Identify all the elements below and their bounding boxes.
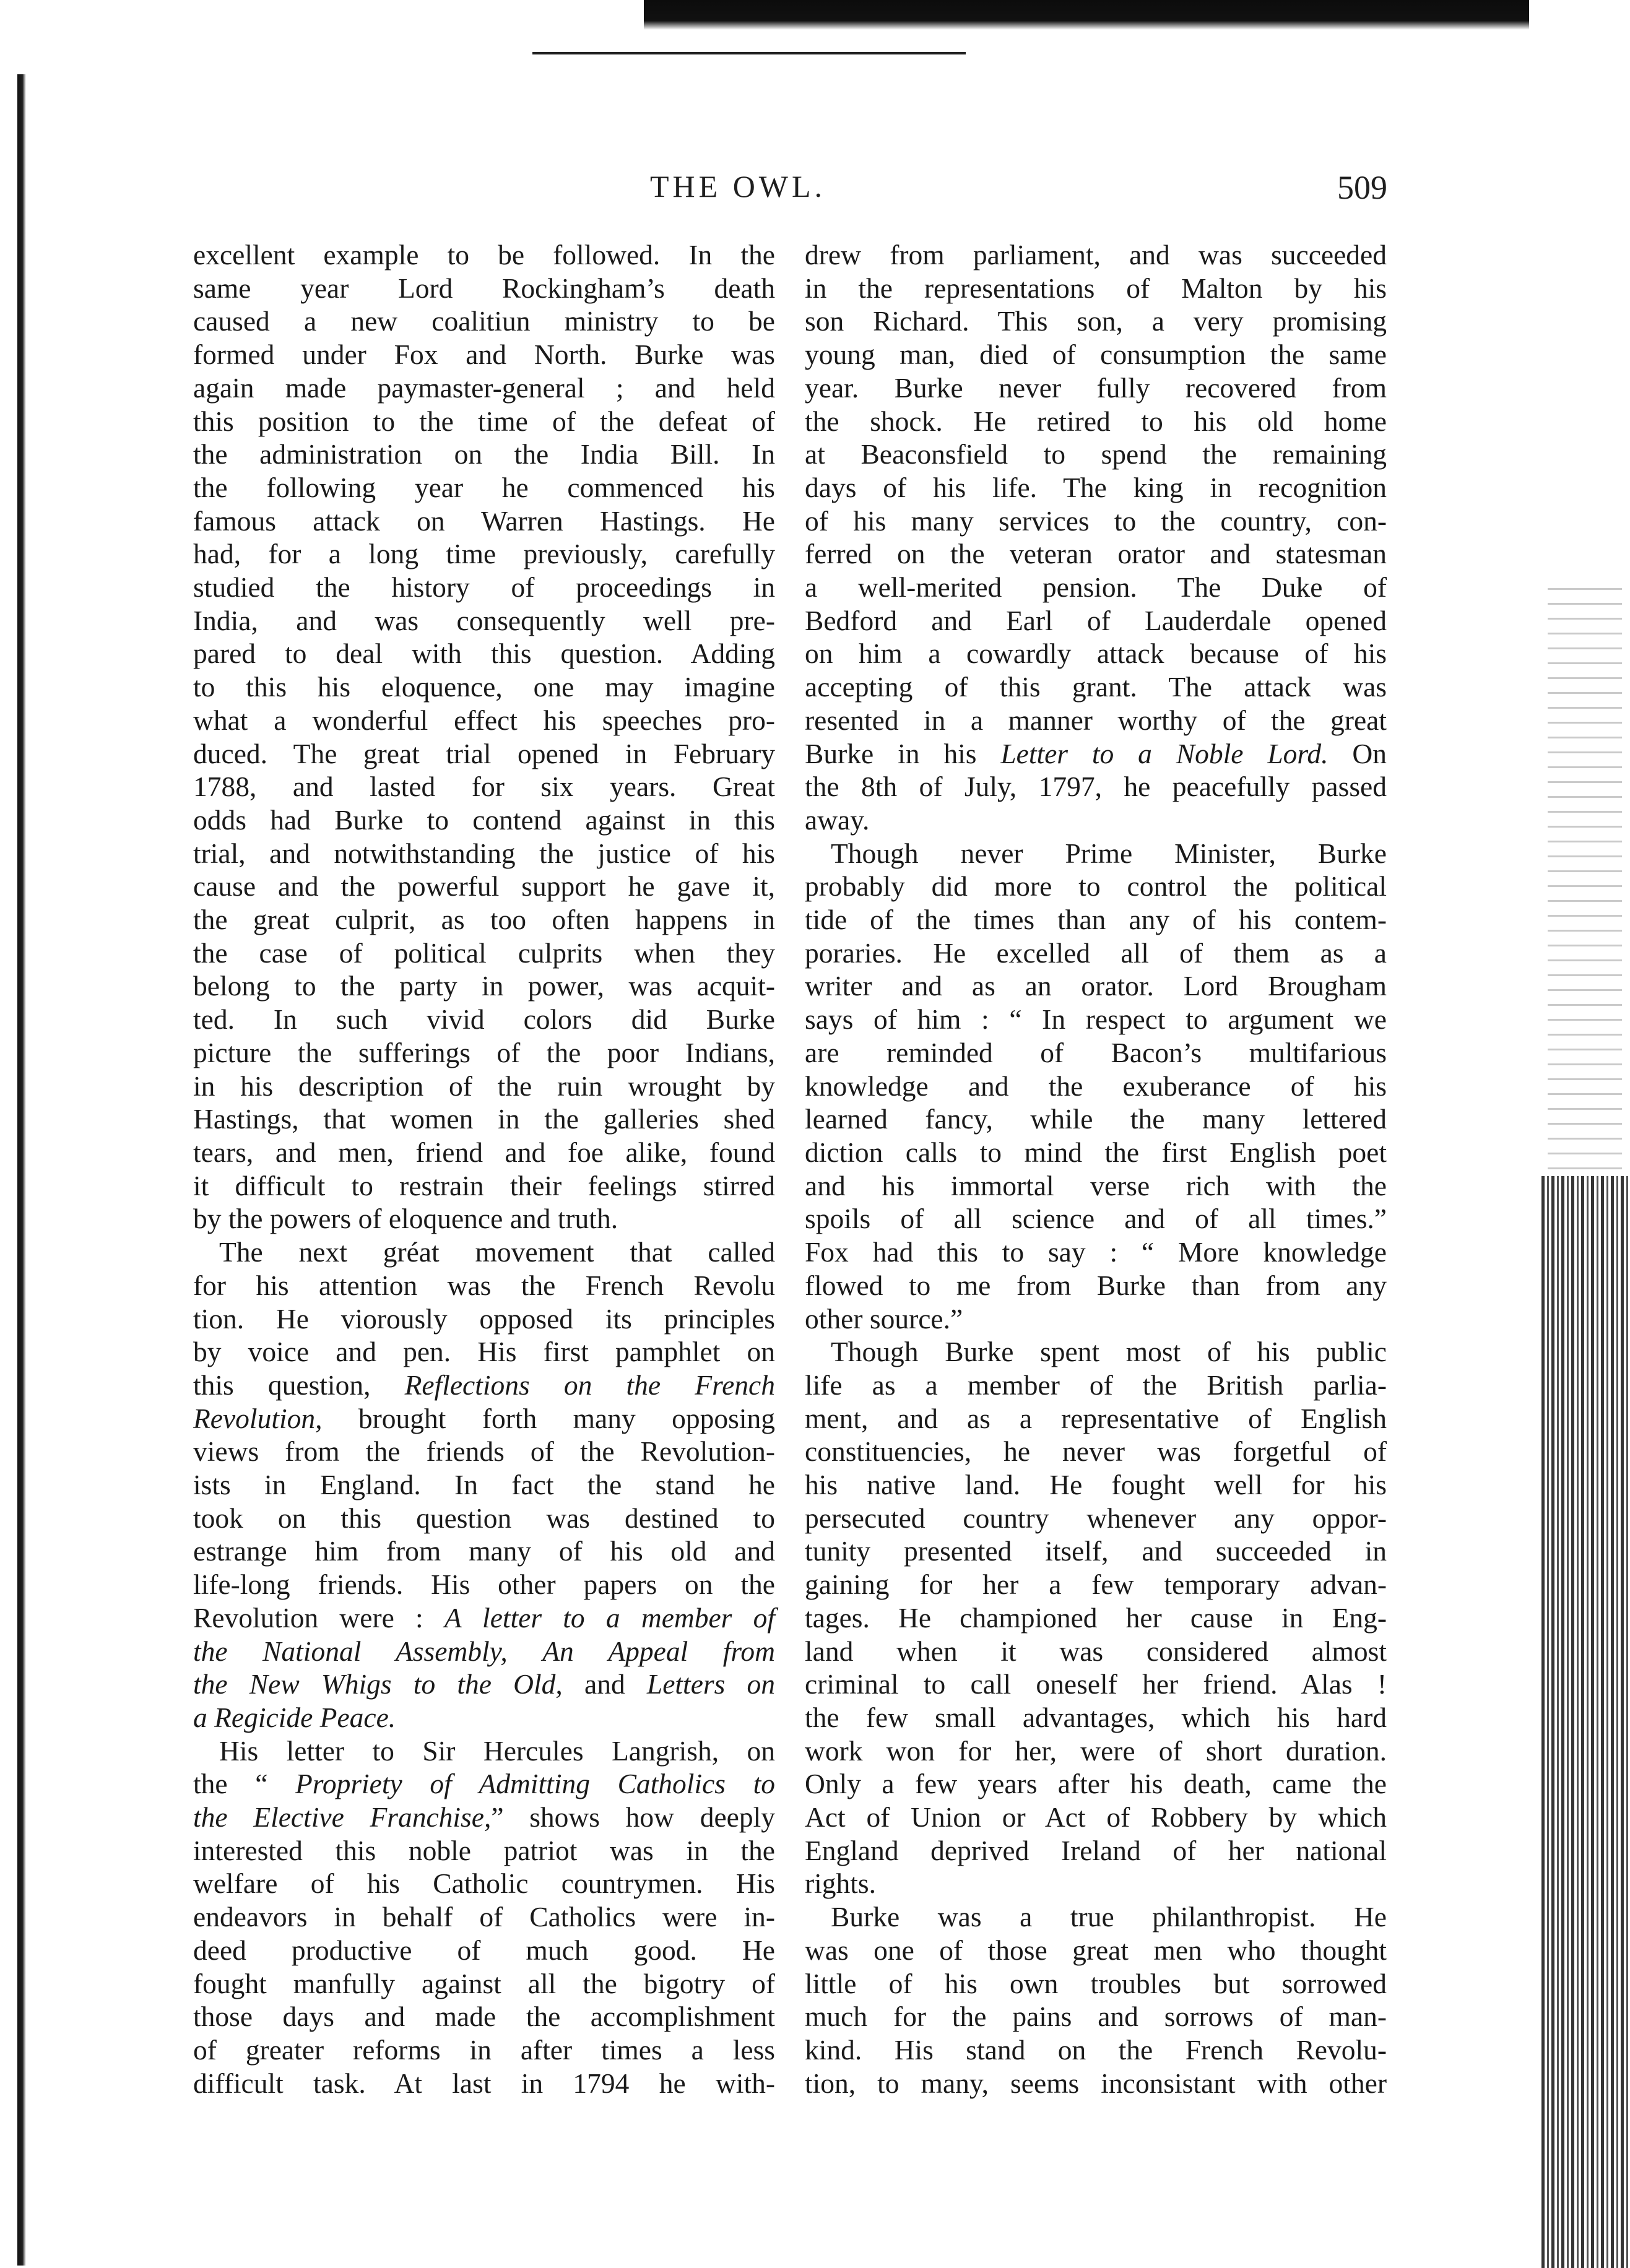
line-text: it difficult to restrain their feelings stirred (193, 1169, 775, 1201)
text-line (193, 1734, 775, 1768)
text-line (805, 471, 1387, 504)
text-line (805, 371, 1387, 405)
text-line (805, 1635, 1387, 1668)
line-text: tide of the times than any of his contem- (805, 904, 1387, 936)
line-text: Only a few years after his death, came the (805, 1768, 1387, 1800)
line-text: the administration on the India Bill. In (193, 438, 775, 470)
text-line (805, 1668, 1387, 1701)
text-line (193, 1967, 775, 2001)
line-text: life-long friends. His other papers on the (193, 1569, 775, 1601)
line-text: to this his eloquence, one may imagine (193, 671, 775, 703)
line-text (508, 1635, 542, 1667)
line-text: are reminded of Bacon’s multifarious (805, 1036, 1387, 1068)
text-line (805, 1734, 1387, 1768)
text-line (193, 2000, 775, 2033)
line-text: in the representations of Malton by his (805, 272, 1387, 304)
line-text: resented in a manner worthy of the great (805, 704, 1387, 736)
text-line (805, 1801, 1387, 1834)
line-text: the shock. He retired to his old home (805, 405, 1387, 437)
line-text: excellent example to be followed. In the (193, 239, 775, 271)
line-text: the few small advantages, which his hard (805, 1701, 1387, 1733)
line-text: ” shows how deeply (491, 1801, 775, 1833)
text-line (193, 438, 775, 471)
text-line (805, 1236, 1387, 1269)
text-line (805, 1335, 1387, 1369)
text-line (193, 903, 775, 937)
line-text: land when it was considered almost (805, 1635, 1387, 1667)
line-text: tion. He viorously opposed its principles (193, 1302, 775, 1335)
line-text: Fox had this to say : “ More knowledge (805, 1236, 1387, 1268)
line-text: ists in England. In fact the stand he (193, 1469, 775, 1501)
line-text: formed under Fox and North. Burke was (193, 339, 775, 371)
line-text: young man, died of consumption the same (805, 339, 1387, 371)
text-line (193, 637, 775, 670)
text-line (193, 405, 775, 438)
text-line (193, 1834, 775, 1868)
line-text: tion, to many, seems inconsistant with other (805, 2067, 1387, 2099)
line-text: estrange him from many of his old and (193, 1535, 775, 1567)
line-text: little of his own troubles but sorrowed (805, 1967, 1387, 1999)
line-text: belong to the party in power, was acquit- (193, 970, 775, 1002)
text-line (193, 238, 775, 272)
line-text: tages. He championed her cause in Eng- (805, 1601, 1387, 1634)
text-line (805, 1102, 1387, 1136)
text-line (805, 1402, 1387, 1435)
text-line (805, 2067, 1387, 2100)
text-line (193, 1767, 775, 1801)
text-line (193, 737, 775, 771)
text-line (805, 1534, 1387, 1568)
line-text: for his attention was the French Revolu (193, 1269, 775, 1301)
line-text: views from the friends of the Revolution- (193, 1435, 775, 1468)
line-text: tunity presented itself, and succeeded in (805, 1535, 1387, 1567)
line-text: and (562, 1668, 647, 1700)
line-text: Revolution were : (193, 1601, 444, 1634)
text-line (193, 305, 775, 338)
text-line (193, 1269, 775, 1302)
text-line (805, 1502, 1387, 1535)
line-text: work won for her, were of short duration. (805, 1734, 1387, 1767)
scan-top-rule (532, 52, 966, 54)
text-line (805, 670, 1387, 704)
line-text: ferred on the veteran orator and statesman (805, 538, 1387, 570)
text-line (805, 438, 1387, 471)
text-line (193, 870, 775, 903)
line-text: Though Burke spent most of his public (831, 1336, 1387, 1368)
italic-title-text: A letter to a member of (444, 1601, 775, 1634)
text-line (805, 1468, 1387, 1502)
text-line (193, 1302, 775, 1336)
line-text: of greater reforms in after times a less (193, 2033, 775, 2066)
text-line (805, 1202, 1387, 1236)
text-line (193, 1335, 775, 1369)
page-number: 509 (1337, 169, 1387, 206)
line-text: welfare of his Catholic countrymen. His (193, 1868, 775, 1900)
scan-right-edge-shadow (1541, 1176, 1630, 2268)
line-text: by voice and pen. His first pamphlet on (193, 1336, 775, 1368)
line-text: other source.” (805, 1302, 963, 1335)
text-line (193, 338, 775, 371)
italic-title-text: Revolution, (193, 1402, 323, 1434)
line-text: pared to deal with this question. Adding (193, 638, 775, 670)
text-line (805, 238, 1387, 272)
text-line (193, 1169, 775, 1203)
text-line (193, 1867, 775, 1900)
text-line (193, 670, 775, 704)
line-text: writer and as an orator. Lord Brougham (805, 970, 1387, 1002)
line-text: Burke was a true philanthropist. He (831, 1901, 1387, 1933)
line-text: odds had Burke to contend against in this (193, 803, 775, 836)
line-text: spoils of all science and of all times.” (805, 1203, 1387, 1235)
text-line (805, 837, 1387, 870)
line-text: the case of political culprits when they (193, 937, 775, 969)
line-text: 1788, and lasted for six years. Great (193, 771, 775, 803)
line-text: caused a new coalitiun ministry to be (193, 305, 775, 337)
line-text: Though never Prime Minister, Burke (831, 837, 1387, 869)
text-line (805, 870, 1387, 903)
text-line (193, 937, 775, 970)
text-line (805, 803, 1387, 837)
line-text: this question, (193, 1369, 405, 1401)
line-text: ted. In such vivid colors did Burke (193, 1003, 775, 1036)
text-line (805, 704, 1387, 737)
text-line (193, 1369, 775, 1402)
text-line (193, 1102, 775, 1136)
line-text: says of him : “ In respect to argument we (805, 1003, 1387, 1036)
line-text: took on this question was destined to (193, 1502, 775, 1534)
line-text: flowed to me from Burke than from any (805, 1269, 1387, 1301)
line-text: studied the history of proceedings in (193, 571, 775, 604)
text-line (805, 637, 1387, 670)
text-line (805, 1601, 1387, 1635)
text-line (805, 272, 1387, 305)
line-text: trial, and notwithstanding the justice of his (193, 837, 775, 869)
line-text: persecuted country whenever any oppor- (805, 1502, 1387, 1534)
line-text: constituencies, he never was forgetful of (805, 1435, 1387, 1468)
line-text: of his many services to the country, con- (805, 504, 1387, 537)
line-text: days of his life. The king in recognition (805, 471, 1387, 503)
text-line (805, 338, 1387, 371)
text-line (193, 1236, 775, 1269)
italic-title-text: Letters on (646, 1668, 775, 1700)
italic-title-text: a Regicide Peace. (193, 1701, 396, 1733)
line-text: the “ (193, 1768, 296, 1800)
text-line (193, 770, 775, 803)
text-line (193, 837, 775, 870)
line-text: kind. His stand on the French Revolu- (805, 2033, 1387, 2066)
line-text: was one of those great men who thought (805, 1934, 1387, 1966)
text-line (193, 2067, 775, 2100)
text-line (193, 1635, 775, 1668)
line-text: poraries. He excelled all of them as a (805, 937, 1387, 969)
text-line (805, 2033, 1387, 2067)
line-text: deed productive of much good. He (193, 1934, 775, 1966)
text-line (193, 604, 775, 638)
line-text: Act of Union or Act of Robbery by which (805, 1801, 1387, 1833)
line-text: knowledge and the exuberance of his (805, 1070, 1387, 1102)
line-text: picture the sufferings of the poor Indians, (193, 1036, 775, 1068)
text-line (193, 969, 775, 1003)
scan-right-edge-specks (1548, 588, 1622, 1176)
line-text: life as a member of the British parlia- (805, 1369, 1387, 1401)
text-line (193, 537, 775, 571)
line-text: endeavors in behalf of Catholics were in- (193, 1901, 775, 1933)
text-line (805, 1070, 1387, 1103)
text-line (193, 1070, 775, 1103)
line-text: India, and was consequently well pre- (193, 604, 775, 636)
line-text: England deprived Ireland of her national (805, 1834, 1387, 1866)
text-line (193, 1202, 775, 1236)
italic-title-text: the National Assembly, (193, 1635, 508, 1667)
line-text: probably did more to control the political (805, 870, 1387, 902)
text-line (805, 504, 1387, 538)
line-text: difficult task. At last in 1794 he with- (193, 2067, 775, 2099)
line-text: same year Lord Rockingham’s death (193, 272, 775, 304)
text-line (193, 1900, 775, 1934)
text-line (193, 1701, 775, 1734)
text-line (193, 1468, 775, 1502)
line-text: On (1328, 737, 1387, 769)
text-line (193, 504, 775, 538)
line-text: the great culprit, as too often happens in (193, 904, 775, 936)
italic-title-text: Letter to a Noble Lord. (1000, 737, 1329, 769)
line-text: The next gréat movement that called (219, 1236, 775, 1268)
text-line (805, 537, 1387, 571)
line-text: year. Burke never fully recovered from (805, 371, 1387, 404)
line-text: by the powers of eloquence and truth. (193, 1203, 618, 1235)
text-line (805, 1967, 1387, 2001)
text-line (805, 737, 1387, 771)
text-line (805, 937, 1387, 970)
text-line (193, 1534, 775, 1568)
line-text: what a wonderful effect his speeches pro- (193, 704, 775, 736)
line-text: learned fancy, while the many lettered (805, 1103, 1387, 1135)
text-line (805, 1435, 1387, 1468)
line-text: his native land. He fought well for his (805, 1469, 1387, 1501)
line-text: duced. The great trial opened in February (193, 737, 775, 769)
text-line (805, 1701, 1387, 1734)
text-line (805, 1369, 1387, 1402)
line-text: diction calls to mind the first English poet (805, 1136, 1387, 1168)
text-line (805, 1302, 1387, 1336)
line-text: had, for a long time previously, carefully (193, 538, 775, 570)
text-line (193, 571, 775, 604)
scan-left-edge-shadow (17, 74, 26, 2266)
line-text: much for the pains and sorrows of man- (805, 2001, 1387, 2033)
text-line (805, 405, 1387, 438)
text-line (805, 2000, 1387, 2033)
right-text-column (805, 238, 1387, 2100)
line-text: famous attack on Warren Hastings. He (193, 504, 775, 537)
text-line (193, 272, 775, 305)
italic-title-text: Reflections on the French (404, 1369, 775, 1401)
line-text: interested this noble patriot was in the (193, 1834, 775, 1866)
text-line (805, 1269, 1387, 1302)
text-line (805, 1568, 1387, 1601)
line-text: those days and made the accomplishment (193, 2001, 775, 2033)
text-line (805, 1036, 1387, 1070)
text-line (805, 1003, 1387, 1036)
line-text: ment, and as a representative of English (805, 1402, 1387, 1434)
line-text: drew from parliament, and was succeeded (805, 239, 1387, 271)
text-line (193, 1036, 775, 1070)
text-line (193, 1601, 775, 1635)
line-text: in his description of the ruin wrought by (193, 1070, 775, 1102)
text-line (193, 1402, 775, 1435)
text-line (193, 1435, 775, 1468)
line-text: Bedford and Earl of Lauderdale opened (805, 604, 1387, 636)
line-text: again made paymaster-general ; and held (193, 371, 775, 404)
text-line (193, 1668, 775, 1701)
scan-top-edge-shadow (644, 0, 1529, 30)
italic-title-text: the Elective Franchise, (193, 1801, 492, 1833)
line-text: the 8th of July, 1797, he peacefully passed (805, 771, 1387, 803)
text-line (805, 1900, 1387, 1934)
text-line (193, 2033, 775, 2067)
line-text: and his immortal verse rich with the (805, 1169, 1387, 1201)
text-line (193, 1568, 775, 1601)
line-text: cause and the powerful support he gave it, (193, 870, 775, 902)
text-line (193, 371, 775, 405)
italic-title-text: Propriety of Admitting Catholics to (295, 1768, 775, 1800)
line-text: at Beaconsfield to spend the remaining (805, 438, 1387, 470)
line-text: Hastings, that women in the galleries shed (193, 1103, 775, 1135)
text-line (193, 1934, 775, 1967)
text-line (805, 1136, 1387, 1169)
line-text: Burke in his (805, 737, 1001, 769)
line-text: rights. (805, 1868, 877, 1900)
text-line (805, 1834, 1387, 1868)
line-text: accepting of this grant. The attack was (805, 671, 1387, 703)
text-line (805, 604, 1387, 638)
line-text: His letter to Sir Hercules Langrish, on (219, 1734, 775, 1767)
text-line (193, 1003, 775, 1036)
text-line (193, 803, 775, 837)
text-line (805, 969, 1387, 1003)
left-text-column (193, 238, 775, 2100)
text-line (805, 903, 1387, 937)
line-text: gaining for her a few temporary advan- (805, 1569, 1387, 1601)
line-text: away. (805, 803, 870, 836)
line-text: brought forth many opposing (322, 1402, 775, 1434)
text-line (193, 1502, 775, 1535)
text-line (193, 1136, 775, 1169)
running-head-title: THE OWL. (650, 169, 826, 204)
line-text: this position to the time of the defeat of (193, 405, 775, 437)
text-line (193, 471, 775, 504)
italic-title-text: the New Whigs to the Old, (193, 1668, 563, 1700)
line-text: a well-merited pension. The Duke of (805, 571, 1387, 604)
line-text: son Richard. This son, a very promising (805, 305, 1387, 337)
italic-title-text: An Appeal from (542, 1635, 776, 1667)
text-line (193, 704, 775, 737)
text-line (805, 571, 1387, 604)
text-line (805, 1767, 1387, 1801)
line-text: fought manfully against all the bigotry of (193, 1967, 775, 1999)
text-line (805, 1934, 1387, 1967)
line-text: criminal to call oneself her friend. Alas ! (805, 1668, 1387, 1700)
text-line (805, 305, 1387, 338)
text-line (805, 1867, 1387, 1900)
text-line (193, 1801, 775, 1834)
text-line (805, 1169, 1387, 1203)
text-line (805, 770, 1387, 803)
line-text: on him a cowardly attack because of his (805, 638, 1387, 670)
line-text: tears, and men, friend and foe alike, found (193, 1136, 775, 1168)
line-text: the following year he commenced his (193, 471, 775, 503)
